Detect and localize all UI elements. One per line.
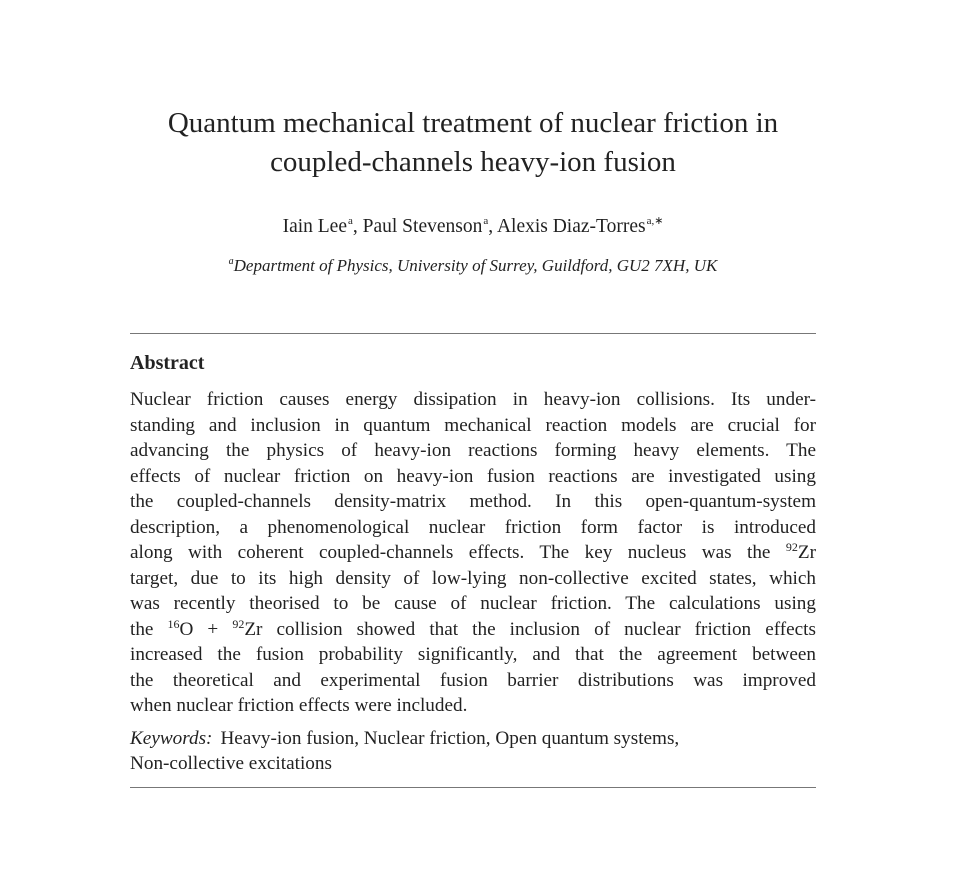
isotope-superscript: 92 <box>785 540 798 554</box>
abstract-line <box>130 489 816 515</box>
abstract-line <box>130 617 816 643</box>
abstract-line <box>130 515 816 541</box>
abstract-body <box>130 387 816 719</box>
abstract-text: the theoretical and experimental fusion barrier distributions was improved <box>130 669 816 691</box>
isotope-superscript: 92 <box>232 616 245 631</box>
affiliation <box>130 250 816 278</box>
abstract-text: advancing the physics of heavy-ion reactions forming heavy elements. The <box>130 440 816 461</box>
abstract-text: description, a phenomenological nuclear friction form factor is introduced <box>130 516 816 538</box>
keywords-line-2: Non-collective excitations <box>130 753 332 774</box>
keywords <box>130 726 816 776</box>
abstract-text: the coupled-channels density-matrix method. In this open-quantum-system <box>130 491 816 512</box>
abstract-text: when nuclear friction effects were included. <box>130 695 468 716</box>
author-list <box>130 208 816 240</box>
abstract-text: increased the fusion probability significantly, and that the agreement between <box>130 644 816 665</box>
abstract-line <box>130 464 816 490</box>
keywords-text-1: Heavy-ion fusion, Nuclear friction, Open quantum systems, <box>220 728 680 749</box>
abstract-text: target, due to its high density of low-lying non-collective excited states, which <box>130 567 816 589</box>
abstract-line <box>130 591 816 617</box>
abstract-text: O + <box>179 618 233 640</box>
abstract-line <box>130 387 816 413</box>
paper-title <box>130 104 816 182</box>
keywords-label: Keywords: <box>130 728 213 749</box>
abstract-line <box>130 693 816 719</box>
author-3: Alexis Diaz-Torres$^{a,∗}$ <box>496 215 664 237</box>
author-1: Iain Lee$^a$, <box>282 215 363 237</box>
title-line-2: coupled-channels heavy-ion fusion <box>270 146 676 178</box>
abstract-text: standing and inclusion in quantum mechanical reaction models are crucial for <box>130 414 816 436</box>
isotope-superscript: 16 <box>167 616 180 631</box>
abstract-text: effects of nuclear friction on heavy-ion fusion reactions are investigated using <box>130 465 816 487</box>
abstract-top-rule <box>130 333 816 334</box>
abstract-text: was recently theorised to be cause of nuclear friction. The calculations using <box>130 593 816 614</box>
author-2: Paul Stevenson$^a$, <box>362 215 497 237</box>
abstract-bottom-rule <box>130 787 816 788</box>
abstract-line <box>130 413 816 439</box>
abstract-line <box>130 668 816 694</box>
abstract-line <box>130 642 816 668</box>
keywords-line-1 <box>130 726 816 751</box>
abstract-text: Zr collision showed that the inclusion of nuclear friction effects <box>244 618 816 640</box>
affiliation-mark: a <box>228 256 234 267</box>
abstract-heading: Abstract <box>130 352 205 374</box>
abstract-text: Zr <box>797 542 816 563</box>
abstract-line <box>130 566 816 592</box>
title-line-1: Quantum mechanical treatment of nuclear friction in <box>167 107 779 139</box>
abstract-text: along with coherent coupled-channels effects. The key nucleus was the <box>130 542 786 563</box>
affiliation-text: Department of Physics, University of Surrey, Guildford, GU2 7XH, UK <box>233 256 718 275</box>
abstract-line <box>130 438 816 464</box>
abstract-text: the <box>130 618 168 640</box>
abstract-line <box>130 540 816 566</box>
abstract-text: Nuclear friction causes energy dissipation in heavy-ion collisions. Its under- <box>130 389 816 410</box>
